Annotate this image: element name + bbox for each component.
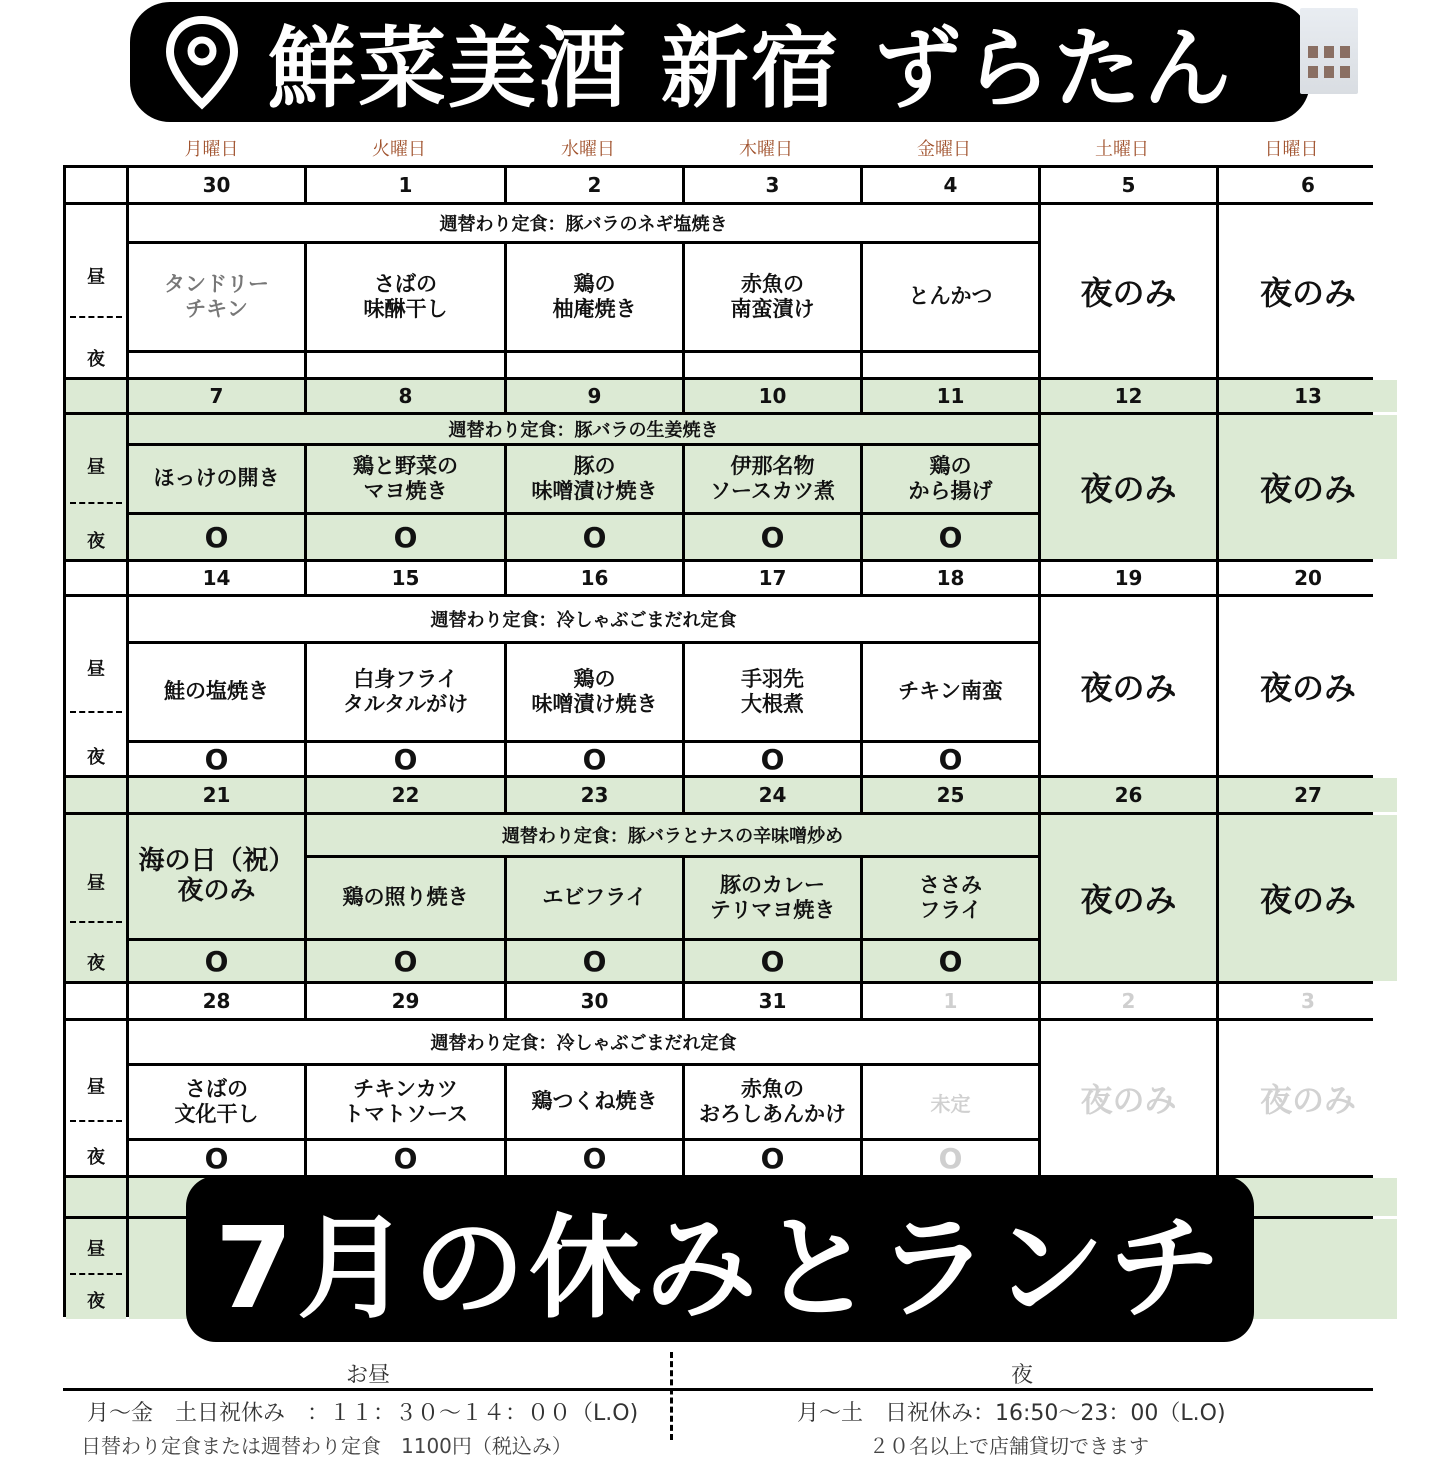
lunch-hours: 月〜金 土日祝休み ：１１：３０〜１４：００（L.O): [87, 1401, 639, 1426]
dinner-heading: 夜: [1011, 1363, 1034, 1388]
date-cell: 19: [1041, 562, 1216, 594]
dinner-only-cell: 夜のみ: [1219, 415, 1397, 559]
lunch-note: 日替わり定食または週替わり定食 1100円（税込み）: [81, 1434, 572, 1458]
date-cell: 26: [1041, 778, 1216, 812]
daily-dish: さばの 味醂干し: [307, 244, 504, 350]
daily-dish: 鶏の から揚げ: [863, 446, 1038, 512]
daily-dish: さばの 文化干し: [129, 1066, 304, 1138]
daily-dish: 鶏の 味噌漬け焼き: [507, 644, 682, 740]
date-cell: 12: [1041, 380, 1216, 412]
store-title: 鮮菜美酒 新宿 ずらたん: [268, 17, 1234, 120]
dinner-hours: 月〜土 日祝休み：16:50〜23：00（L.O): [797, 1401, 1226, 1426]
footer-dashed-divider: [670, 1352, 673, 1440]
dinner-open-mark: O: [507, 941, 682, 981]
date-cell: 8: [307, 380, 504, 412]
dinner-open-mark: O: [863, 941, 1038, 981]
date-cell: 16: [507, 562, 682, 594]
dinner-open-mark: O: [863, 1141, 1038, 1175]
dinner-open-mark: O: [307, 515, 504, 559]
dinner-open-mark: O: [863, 515, 1038, 559]
corner-cell: [66, 562, 126, 594]
date-cell: 29: [307, 984, 504, 1018]
daily-dish: チキン南蛮: [863, 644, 1038, 740]
daily-dish: ほっけの開き: [129, 446, 304, 512]
holiday-cell: 海の日（祝） 夜のみ: [129, 815, 304, 938]
date-cell: 15: [307, 562, 504, 594]
dow-wed: 水曜日: [561, 139, 615, 160]
footer-divider-line: [63, 1388, 1373, 1391]
date-cell: 22: [307, 778, 504, 812]
daily-dish: 鮭の塩焼き: [129, 644, 304, 740]
dinner-only-cell: 夜のみ: [1219, 815, 1397, 981]
dinner-only-cell: 夜のみ: [1041, 1021, 1216, 1175]
daily-dish: 手羽先 大根煮: [685, 644, 860, 740]
date-cell: 23: [507, 778, 682, 812]
date-cell: 7: [129, 380, 304, 412]
date-cell: 30: [129, 168, 304, 202]
dow-mon: 月曜日: [184, 139, 239, 160]
daily-dish: 豚のカレー テリマヨ焼き: [685, 858, 860, 938]
date-cell: 24: [685, 778, 860, 812]
date-cell: 25: [863, 778, 1038, 812]
dinner-only-cell: 夜のみ: [1219, 1021, 1397, 1175]
dinner-cell: [685, 353, 860, 377]
dinner-only-cell: 夜のみ: [1041, 205, 1216, 377]
date-cell: 14: [129, 562, 304, 594]
lunch-dinner-label: 昼 夜: [66, 815, 126, 981]
daily-dish: ささみ フライ: [863, 858, 1038, 938]
dinner-open-mark: O: [507, 515, 682, 559]
date-cell: 17: [685, 562, 860, 594]
dow-tue: 火曜日: [372, 139, 426, 160]
business-hours-footer: [63, 1352, 1373, 1458]
dow-fri: 金曜日: [917, 139, 971, 160]
corner-cell: [66, 778, 126, 812]
daily-dish: 鶏つくね焼き: [507, 1066, 682, 1138]
lunch-heading: お昼: [346, 1363, 391, 1388]
overlay-title: 7月の休みとランチ: [215, 1203, 1225, 1334]
dinner-only-cell: 夜のみ: [1041, 815, 1216, 981]
dinner-open-mark: O: [129, 743, 304, 775]
date-cell: 20: [1219, 562, 1397, 594]
dinner-open-mark: O: [507, 743, 682, 775]
weekly-set-meal: 週替わり定食：豚バラのネギ塩焼き: [129, 205, 1038, 241]
date-cell-next-month: 1: [863, 984, 1038, 1018]
weekly-set-meal: 週替わり定食：冷しゃぶごまだれ定食: [129, 1021, 1038, 1063]
dow-sat: 土曜日: [1095, 139, 1149, 160]
dinner-open-mark: O: [685, 515, 860, 559]
corner-cell: [66, 380, 126, 412]
dinner-only-cell: 夜のみ: [1219, 597, 1397, 775]
store-title-banner: [130, 2, 1310, 122]
dinner-cell: [129, 353, 304, 377]
date-cell: 9: [507, 380, 682, 412]
location-pin-icon: [166, 16, 238, 108]
daily-dish: 鶏の 柚庵焼き: [507, 244, 682, 350]
daily-dish: 豚の 味噌漬け焼き: [507, 446, 682, 512]
date-cell: 3: [685, 168, 860, 202]
lunch-dinner-label: 昼 夜: [66, 597, 126, 775]
weekly-set-meal: 週替わり定食：冷しゃぶごまだれ定食: [129, 597, 1038, 641]
dinner-open-mark: O: [685, 941, 860, 981]
lunch-dinner-label: 昼 夜: [66, 415, 126, 559]
dinner-open-mark: O: [507, 1141, 682, 1175]
daily-dish: タンドリー チキン: [129, 244, 304, 350]
date-cell: 21: [129, 778, 304, 812]
lunch-calendar-grid: [63, 165, 1373, 1317]
dinner-open-mark: O: [307, 743, 504, 775]
daily-dish: 白身フライ タルタルがけ: [307, 644, 504, 740]
dinner-cell: [307, 353, 504, 377]
daily-dish: 鶏と野菜の マヨ焼き: [307, 446, 504, 512]
dow-thu: 木曜日: [739, 139, 793, 160]
date-cell: 27: [1219, 778, 1397, 812]
date-cell: 6: [1219, 168, 1397, 202]
date-cell: 18: [863, 562, 1038, 594]
daily-dish: エビフライ: [507, 858, 682, 938]
daily-dish: 鶏の照り焼き: [307, 858, 504, 938]
date-cell: 28: [129, 984, 304, 1018]
date-cell: 10: [685, 380, 860, 412]
date-cell: 31: [685, 984, 860, 1018]
date-cell: 30: [507, 984, 682, 1018]
daily-dish: 伊那名物 ソースカツ煮: [685, 446, 860, 512]
date-cell: 1: [307, 168, 504, 202]
date-cell-next-month: 2: [1041, 984, 1216, 1018]
date-cell: 5: [1041, 168, 1216, 202]
daily-dish: とんかつ: [863, 244, 1038, 350]
dinner-open-mark: O: [129, 941, 304, 981]
daily-dish: 赤魚の 南蛮漬け: [685, 244, 860, 350]
weekly-set-meal: 週替わり定食：豚バラとナスの辛味噌炒め: [307, 815, 1038, 855]
daily-dish: チキンカツ トマトソース: [307, 1066, 504, 1138]
dinner-cell: [863, 353, 1038, 377]
dow-sun: 日曜日: [1264, 139, 1319, 160]
dinner-open-mark: O: [863, 743, 1038, 775]
corner-cell: [66, 1178, 126, 1216]
daily-dish-tbd: 未定: [863, 1066, 1038, 1138]
date-cell: 11: [863, 380, 1038, 412]
dinner-cell: [507, 353, 682, 377]
dinner-open-mark: O: [307, 1141, 504, 1175]
overlay-title-banner: [186, 1176, 1254, 1342]
dinner-open-mark: O: [685, 743, 860, 775]
lunch-dinner-label: 昼 夜: [66, 1219, 126, 1319]
date-cell: 4: [863, 168, 1038, 202]
corner-cell: [66, 168, 126, 202]
dinner-open-mark: O: [307, 941, 504, 981]
dinner-open-mark: O: [129, 1141, 304, 1175]
dinner-open-mark: O: [685, 1141, 860, 1175]
lunch-dinner-label: 昼 夜: [66, 205, 126, 377]
weekly-set-meal: 週替わり定食：豚バラの生姜焼き: [129, 415, 1038, 443]
date-cell: 2: [507, 168, 682, 202]
building-photo-fragment: [1300, 8, 1358, 94]
lunch-dinner-label: 昼 夜: [66, 1021, 126, 1175]
dinner-only-cell: 夜のみ: [1041, 415, 1216, 559]
dinner-note: ２０名以上で店舗貸切できます: [869, 1434, 1149, 1458]
date-cell-next-month: 3: [1219, 984, 1397, 1018]
dinner-only-cell: 夜のみ: [1041, 597, 1216, 775]
corner-cell: [66, 984, 126, 1018]
date-cell: 13: [1219, 380, 1397, 412]
dinner-only-cell: 夜のみ: [1219, 205, 1397, 377]
dinner-open-mark: O: [129, 515, 304, 559]
daily-dish: 赤魚の おろしあんかけ: [685, 1066, 860, 1138]
day-of-week-header: [124, 136, 1372, 164]
